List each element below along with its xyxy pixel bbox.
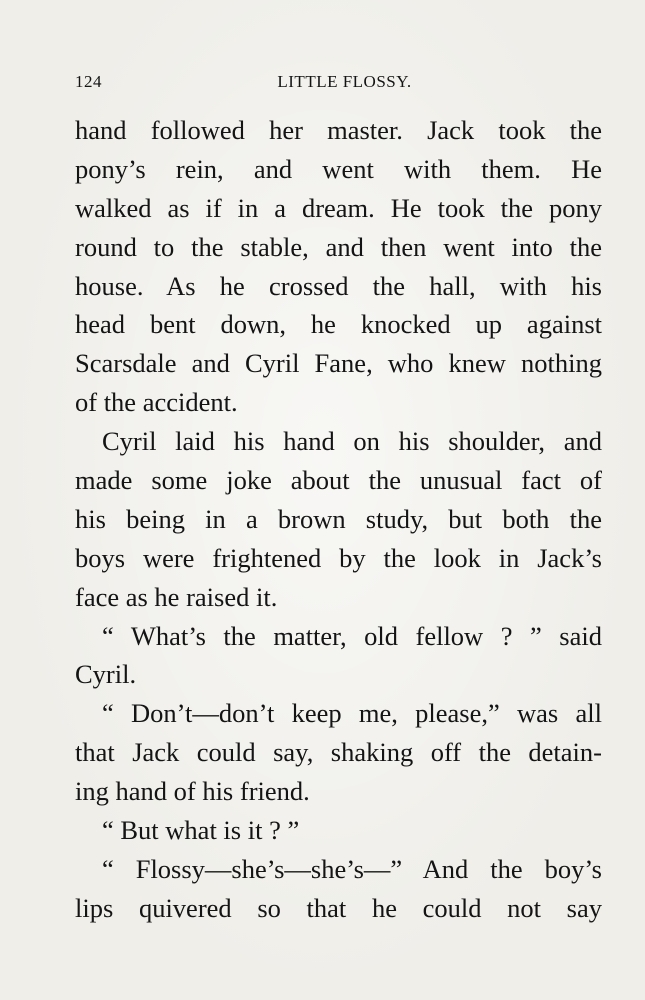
text-line: face as he raised it.: [75, 581, 278, 612]
text-line: Scarsdale and Cyril Fane, who knew nothing: [75, 348, 602, 379]
text-line: “ But what is it ? ”: [102, 815, 300, 846]
text-line: pony’s rein, and went with them. He: [75, 153, 602, 184]
text-line: of the accident.: [75, 387, 238, 418]
text-line: his being in a brown study, but both the: [75, 503, 602, 534]
text-line: Cyril laid his hand on his shoulder, and: [102, 426, 602, 457]
text-line: boys were frightened by the look in Jack’s: [75, 542, 602, 573]
text-line: head bent down, he knocked up against: [75, 309, 602, 340]
text-line: Cyril.: [75, 659, 137, 690]
text-line: that Jack could say, shaking off the detain-: [75, 737, 602, 768]
text-line: “ Don’t—don’t keep me, please,” was all: [102, 698, 602, 729]
text-line: hand followed her master. Jack took the: [75, 115, 602, 145]
body-text: [75, 111, 602, 928]
page-number: 124: [75, 72, 102, 91]
running-head: [75, 72, 602, 96]
text-line: ing hand of his friend.: [75, 776, 310, 807]
text-line: lips quivered so that he could not say: [75, 892, 602, 923]
text-line: house. As he crossed the hall, with his: [75, 270, 602, 301]
text-line: round to the stable, and then went into the: [75, 231, 602, 262]
text-line: made some joke about the unusual fact of: [75, 465, 602, 496]
text-line: walked as if in a dream. He took the pony: [75, 192, 602, 223]
text-line: “ What’s the matter, old fellow ? ” said: [102, 620, 602, 651]
text-line: “ Flossy—she’s—she’s—” And the boy’s: [102, 853, 602, 884]
running-title: LITTLE FLOSSY.: [277, 72, 412, 91]
